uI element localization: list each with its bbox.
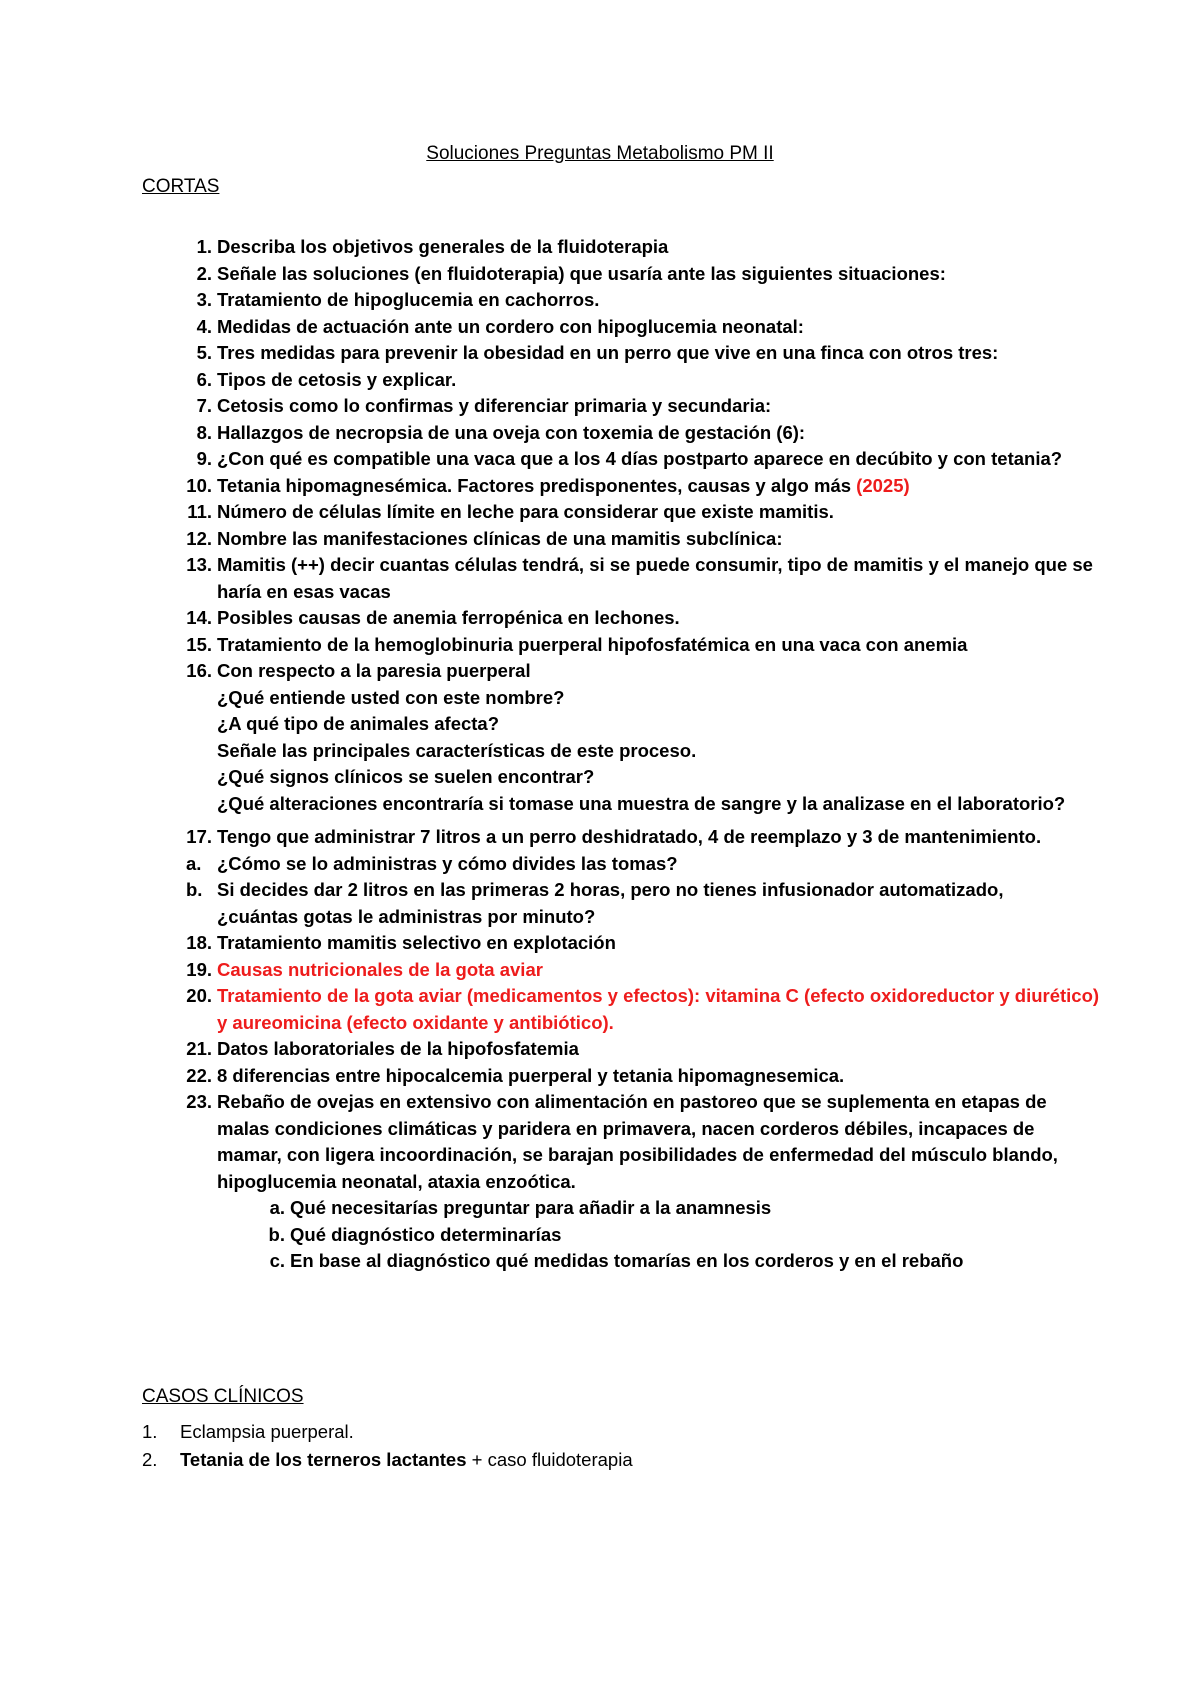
cases-list	[142, 1418, 1102, 1474]
question-text: Mamitis (++) decir cuantas células tendrá, si se puede consumir, tipo de mamitis y el manejo que se haría en esas vacas	[217, 554, 1093, 602]
year-highlight: (2025)	[856, 474, 910, 496]
question-number: 3.	[196, 289, 212, 310]
question-text: Hallazgos de necropsia de una oveja con toxemia de gestación (6):	[217, 421, 806, 443]
question-number: 13.	[186, 554, 212, 575]
questions-list	[142, 234, 1102, 1275]
question-text	[217, 473, 1102, 500]
question-text: Posibles causas de anemia ferropénica en lechones.	[217, 607, 680, 628]
question-item	[142, 367, 1102, 394]
question-number: 18.	[186, 932, 212, 953]
sub-question-item	[142, 877, 1102, 930]
page-title: Soluciones Preguntas Metabolismo PM II	[426, 143, 774, 164]
question-item	[142, 499, 1102, 526]
question-item	[142, 473, 1102, 500]
case-text: Eclampsia puerperal.	[180, 1421, 354, 1442]
question-number: 9.	[196, 448, 212, 469]
question-item	[142, 930, 1102, 957]
question-number: 23.	[186, 1091, 212, 1112]
question-text: Nombre las manifestaciones clínicas de una mamitis subclínica:	[217, 527, 783, 549]
question-text: Medidas de actuación ante un cordero con hipoglucemia neonatal:	[217, 315, 804, 337]
question-text: 8 diferencias entre hipocalcemia puerperal y tetania hipomagnesemica.	[217, 1064, 845, 1086]
case-number: 2.	[142, 1449, 158, 1470]
question-item	[142, 552, 1102, 605]
case-text-bold: Tetania de los terneros lactantes	[180, 1449, 467, 1470]
question-text-main: Tetania hipomagnesémica. Factores predisponentes, causas y algo más	[217, 474, 857, 496]
question-item	[142, 340, 1102, 367]
sub-question-letter: b.	[186, 879, 203, 900]
question-text: Señale las soluciones (en fluidoterapia) que usaría ante las siguientes situaciones:	[217, 262, 946, 284]
case-text: + caso fluidoterapia	[466, 1449, 633, 1470]
sub-question-item	[142, 1248, 1102, 1275]
question-number: 14.	[186, 607, 212, 628]
question-item	[142, 446, 1102, 473]
question-number: 6.	[196, 368, 212, 390]
sub-question-text: Qué necesitarías preguntar para añadir a la anamnesis	[290, 1197, 772, 1218]
section-heading-casos: CASOS CLÍNICOS	[142, 1386, 304, 1407]
question-text: Datos laboratoriales de la hipofosfatemia	[217, 1038, 579, 1059]
question-number: 1.	[196, 236, 212, 257]
sub-question-letter: a.	[186, 852, 202, 874]
question-text: Tratamiento de la gota aviar (medicamentos y efectos): vitamina C (efecto oxidoreductor y diurético) y aureomicina (efecto oxidante y antibiótico).	[217, 985, 1100, 1033]
sub-question: ¿Qué entiende usted con este nombre?	[217, 686, 565, 708]
question-text: Número de células límite en leche para considerar que existe mamitis.	[217, 501, 834, 522]
sub-question-letter: b.	[268, 1223, 285, 1245]
question-item	[142, 658, 1102, 817]
question-text: Cetosis como lo confirmas y diferenciar primaria y secundaria:	[217, 395, 772, 416]
sub-question: Señale las principales características de este proceso.	[217, 739, 697, 761]
question-number: 5.	[196, 342, 212, 363]
question-text: Tratamiento de hipoglucemia en cachorros.	[217, 289, 600, 310]
question-item	[142, 983, 1102, 1036]
spacer	[142, 817, 1102, 824]
sub-question-text: ¿Cómo se lo administras y cómo divides las tomas?	[217, 852, 678, 874]
question-number: 21.	[186, 1038, 212, 1059]
case-item	[142, 1446, 1102, 1474]
question-item	[142, 314, 1102, 341]
question-number: 17.	[186, 826, 212, 847]
question-number: 11.	[187, 501, 212, 522]
sub-question-item	[142, 1222, 1102, 1249]
question-item	[142, 957, 1102, 984]
sub-question: ¿Qué alteraciones encontraría si tomase una muestra de sangre y la analizase en el laboratorio?	[217, 792, 1066, 814]
question-item	[142, 393, 1102, 420]
question-text: Causas nutricionales de la gota aviar	[217, 958, 543, 980]
case-item	[142, 1418, 1102, 1446]
sub-question: ¿A qué tipo de animales afecta?	[217, 713, 500, 734]
question-text: Tratamiento mamitis selectivo en explotación	[217, 932, 616, 953]
question-number: 20.	[186, 985, 212, 1006]
sub-question: ¿Qué signos clínicos se suelen encontrar?	[217, 766, 595, 787]
case-number: 1.	[142, 1421, 158, 1442]
question-text: Tres medidas para prevenir la obesidad en un perro que vive en una finca con otros tres:	[217, 342, 999, 363]
question-number: 7.	[196, 395, 212, 416]
question-number: 10.	[186, 474, 212, 496]
question-number: 22.	[186, 1064, 212, 1086]
question-item	[142, 261, 1102, 288]
question-item	[142, 420, 1102, 447]
sub-question-text: Qué diagnóstico determinarías	[290, 1223, 562, 1245]
question-item	[142, 526, 1102, 553]
question-item	[142, 287, 1102, 314]
section-heading-cortas: CORTAS	[142, 176, 220, 197]
question-text: Rebaño de ovejas en extensivo con alimentación en pastoreo que se suplementa en etapas de malas condiciones climáticas y paridera en primavera, nacen corderos débiles, incapaces de mamar, con ligera incoordinación, se barajan posibilidades de enfermedad del músculo blando, hipoglucemia neonatal, ataxia enzoótica.	[217, 1091, 1058, 1192]
question-text-main: Con respecto a la paresia puerperal	[217, 660, 531, 681]
question-item	[142, 1036, 1102, 1063]
question-number: 2.	[196, 262, 212, 284]
sub-question-text: Si decides dar 2 litros en las primeras 2 horas, pero no tienes infusionador automatizado, ¿cuántas gotas le administras por minuto?	[217, 879, 1004, 927]
question-text: Tengo que administrar 7 litros a un perro deshidratado, 4 de reemplazo y 3 de mantenimiento.	[217, 826, 1042, 847]
question-number: 8.	[196, 421, 212, 443]
question-number: 16.	[186, 660, 212, 681]
question-text: Describa los objetivos generales de la fluidoterapia	[217, 236, 669, 257]
sub-question-letter: c.	[269, 1250, 285, 1271]
sub-question-item	[142, 1195, 1102, 1222]
question-item	[142, 1063, 1102, 1090]
question-text: ¿Con qué es compatible una vaca que a los 4 días postparto aparece en decúbito y con tetania?	[217, 448, 1063, 469]
question-text	[217, 658, 1102, 817]
question-item	[142, 1089, 1102, 1195]
question-item	[142, 632, 1102, 659]
question-text: Tratamiento de la hemoglobinuria puerperal hipofosfatémica en una vaca con anemia	[217, 633, 968, 655]
question-number: 4.	[196, 315, 212, 337]
question-item	[142, 605, 1102, 632]
question-item	[142, 824, 1102, 851]
question-item	[142, 234, 1102, 261]
question-number: 12.	[186, 527, 212, 549]
sub-question-text: En base al diagnóstico qué medidas tomarías en los corderos y en el rebaño	[290, 1250, 964, 1271]
question-number: 15.	[186, 633, 212, 655]
sub-question-letter: a.	[269, 1197, 285, 1218]
question-number: 19.	[186, 958, 212, 980]
question-text: Tipos de cetosis y explicar.	[217, 368, 457, 390]
sub-question-item	[142, 851, 1102, 878]
